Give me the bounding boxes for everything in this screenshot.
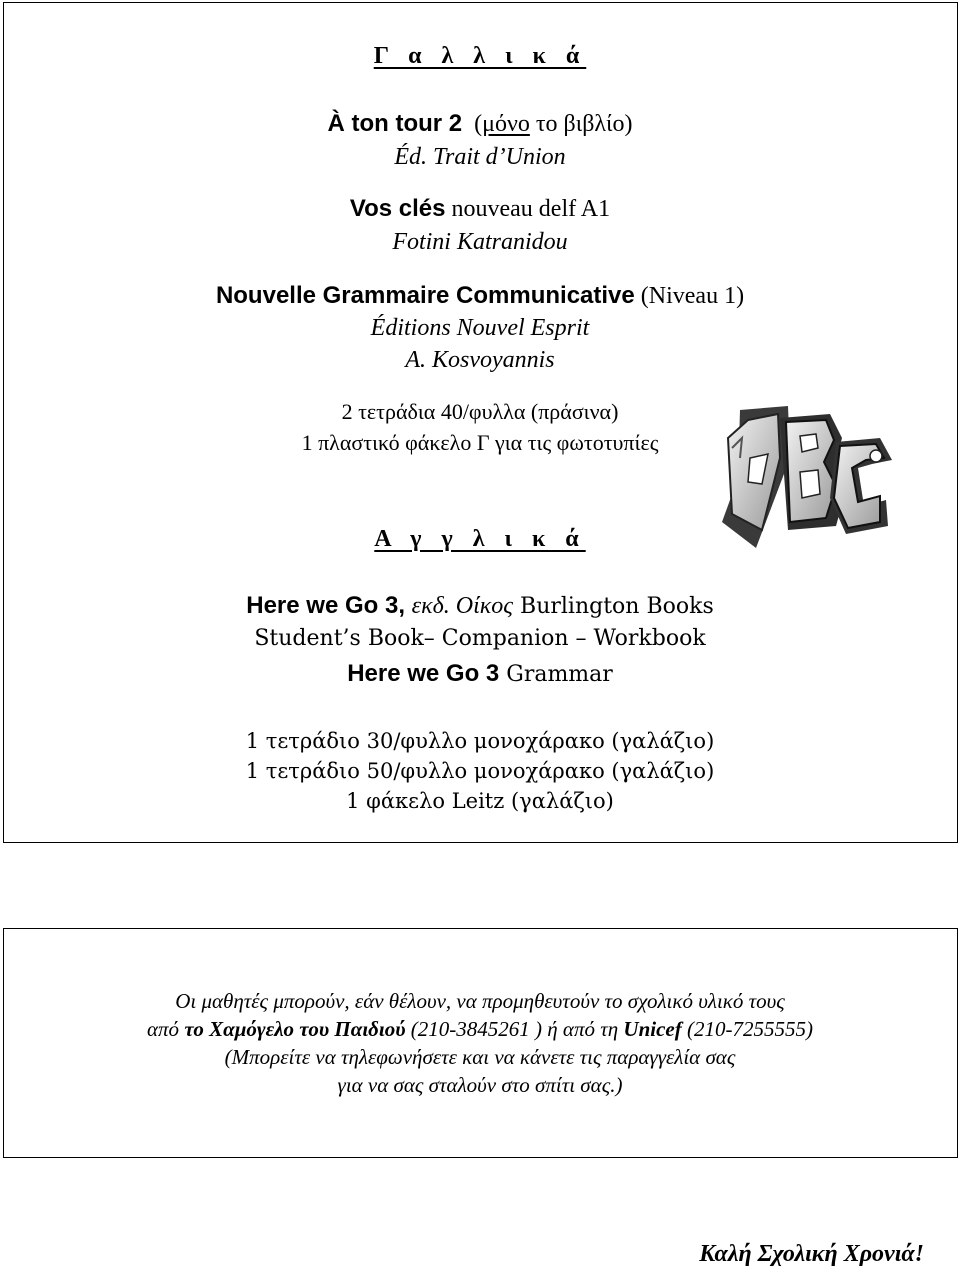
- english-book1-title: Here we Go 3: [246, 592, 399, 619]
- french-book1-publisher: Éd. Trait d’Union: [394, 144, 566, 170]
- french-book2-subtitle: nouveau delf A1: [445, 196, 611, 222]
- closing-greeting: Καλή Σχολική Χρονιά!: [699, 1241, 924, 1267]
- french-supply-folder: 1 πλαστικό φάκελο Γ για τις φωτοτυπίες: [301, 430, 659, 455]
- english-book1-line: Here we Go 3, εκδ. Οίκος Burlington Books: [246, 592, 714, 619]
- english-book1-publisher: Burlington Books: [513, 594, 714, 619]
- french-book2-title-line: [0, 197, 960, 221]
- letter-c-shape: [830, 438, 892, 534]
- notice-org-unicef: Unicef: [623, 1017, 682, 1041]
- french-book3-title: Nouvelle Grammaire Communicative: [215, 282, 635, 309]
- french-book1-title-line: [0, 112, 960, 136]
- english-book1-parts: Student’s Book– Companion – Workbook: [254, 626, 706, 651]
- french-book2-title: Vos clés: [349, 195, 446, 222]
- english-book2-subtitle: Grammar: [499, 662, 613, 687]
- french-book3-level: (Niveau 1): [634, 283, 745, 309]
- french-book3-title-line: [0, 284, 960, 308]
- french-book1-title: À ton tour 2: [327, 110, 463, 137]
- english-supply-notebook-50: 1 τετράδιο 50/φυλλο μονοχάρακο (γαλάζιο): [245, 759, 715, 783]
- english-book2-title: Here we Go 3: [347, 660, 500, 687]
- notice-box: [3, 928, 958, 1158]
- notice-org-smile-of-the-child: το Χαμόγελο του Παιδιού: [184, 1017, 406, 1041]
- english-heading: Α γ γ λ ι κ ά: [374, 526, 586, 552]
- english-supply-notebook-30: 1 τετράδιο 30/φυλλο μονοχάρακο (γαλάζιο): [245, 729, 715, 753]
- english-supply-folder: 1 φάκελο Leitz (γαλάζιο): [346, 789, 614, 813]
- french-supply-notebooks: 2 τετράδια 40/φυλλα (πράσινα): [341, 399, 619, 424]
- french-heading: Γ α λ λ ι κ ά: [373, 43, 587, 69]
- abc-clipart-image: [718, 398, 894, 548]
- notice-line-2: από το Χαμόγελο του Παιδιού (210-3845261 ) ή από τη Unicef (210-7255555): [147, 1017, 813, 1041]
- french-book3-publisher: Éditions Nouvel Esprit: [370, 315, 590, 341]
- english-book1-publisher-label: εκδ. Οίκος: [411, 593, 514, 619]
- french-book1-note: (μόνο το βιβλίο): [474, 111, 633, 137]
- english-book2-line: [0, 662, 960, 686]
- french-book3-author: A. Kosvoyannis: [405, 347, 555, 373]
- notice-line-1: Οι μαθητές μπορούν, εάν θέλουν, να προμηθευτούν το σχολικό υλικό τους: [175, 989, 785, 1013]
- french-book2-author: Fotini Katranidou: [392, 229, 568, 255]
- notice-line-4: για να σας σταλούν στο σπίτι σας.): [337, 1073, 623, 1097]
- notice-line-3: (Μπορείτε να τηλεφωνήσετε και να κάνετε τις παραγγελία σας: [224, 1045, 736, 1069]
